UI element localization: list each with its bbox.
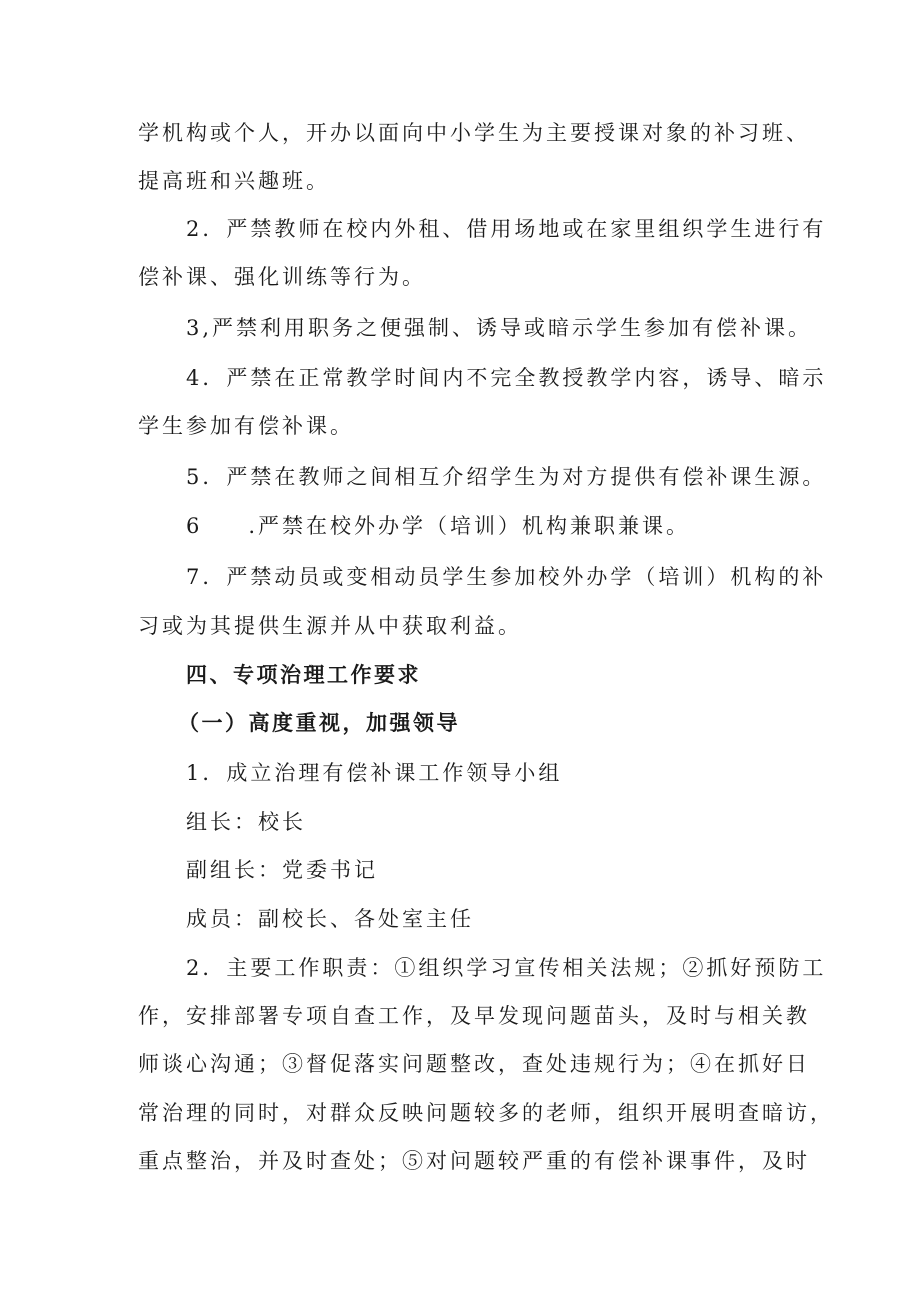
list-item-5: 5．严禁在教师之间相互介绍学生为对方提供有偿补课生源。 <box>186 465 827 489</box>
list-item-4: 4．严禁在正常教学时间内不完全教授教学内容，诱导、暗示 <box>186 366 827 390</box>
list-item-7: 7．严禁动员或变相动员学生参加校外办学（培训）机构的补 <box>186 565 827 589</box>
subsection-heading: （一）高度重视，加强领导 <box>178 711 460 735</box>
paragraph-line: 习或为其提供生源并从中获取利益。 <box>138 614 522 638</box>
duties-item-2: 2．主要工作职责：①组织学习宣传相关法规；②抓好预防工 <box>186 956 827 980</box>
list-item-6-text: .严禁在校外办学（培训）机构兼职兼课。 <box>248 514 691 538</box>
paragraph-line: 提高班和兴趣班。 <box>138 169 330 193</box>
paragraph-line: 常治理的同时，对群众反映问题较多的老师，组织开展明查暗访， <box>138 1101 834 1125</box>
list-item-3: 3,严禁利用职务之便强制、诱导或暗示学生参加有偿补课。 <box>186 316 813 340</box>
paragraph-line: 学机构或个人，开办以面向中小学生为主要授课对象的补习班、 <box>138 121 810 145</box>
list-item-1: 1．成立治理有偿补课工作领导小组 <box>186 761 563 785</box>
paragraph-line: 作，安排部署专项自查工作，及早发现问题苗头，及时与相关教 <box>138 1004 810 1028</box>
section-heading: 四、专项治理工作要求 <box>186 663 421 687</box>
paragraph-line: 重点整治，并及时查处；⑤对问题较严重的有偿补课事件，及时 <box>138 1149 810 1173</box>
paragraph-line: 学生参加有偿补课。 <box>138 414 354 438</box>
list-item-6-number: 6 <box>186 514 203 538</box>
list-item-6 <box>186 511 690 541</box>
list-item-2: 2．严禁教师在校内外租、借用场地或在家里组织学生进行有 <box>186 217 827 241</box>
group-leader-line: 组长：校长 <box>186 810 306 834</box>
paragraph-line: 偿补课、强化训练等行为。 <box>138 265 426 289</box>
deputy-leader-line: 副组长：党委书记 <box>186 858 378 882</box>
paragraph-line: 师谈心沟通；③督促落实问题整改，查处违规行为；④在抓好日 <box>138 1052 810 1076</box>
members-line: 成员：副校长、各处室主任 <box>186 907 474 931</box>
